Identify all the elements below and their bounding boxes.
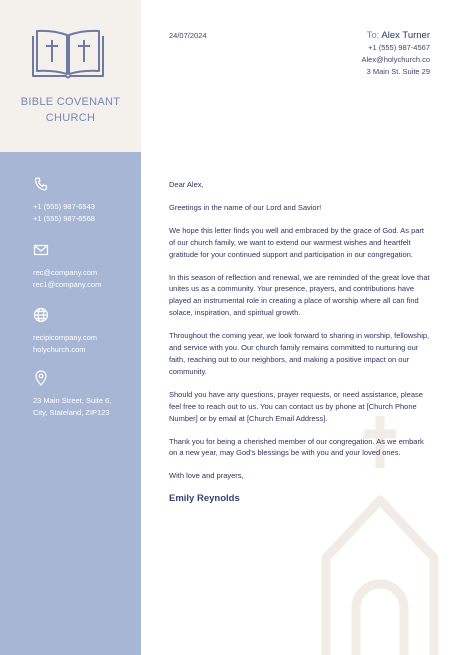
paragraph-1: Greetings in the name of our Lord and Savior! xyxy=(169,202,322,212)
sidebar-address-1: 23 Main Street, Suite 6, xyxy=(33,396,112,405)
paragraph-6: Thank you for being a cherished member of our congregation. As we embark on a new year, may God's blessings be with you and your loved ones. xyxy=(169,436,424,458)
sidebar-web-1: recipicompany.com xyxy=(33,333,98,342)
sidebar-phone-2: +1 (555) 987-6568 xyxy=(33,213,95,223)
recipient-email: Alex@holychurch.co xyxy=(361,55,430,64)
mail-icon xyxy=(33,242,49,258)
sidebar-web xyxy=(33,307,97,355)
sidebar-web-2: holychurch.com xyxy=(33,344,86,354)
sidebar-email-2: rec1@company.com xyxy=(33,279,102,289)
globe-icon xyxy=(33,307,49,323)
church-name xyxy=(0,94,141,126)
letter-body xyxy=(169,179,431,516)
recipient-phone: +1 (555) 987-4567 xyxy=(368,43,430,52)
paragraph-5: Should you have any questions, prayer requests, or need assistance, please feel free to reach out to us. You can contact us by phone at [Church Phone Number] or by email at [Church Email Address]. xyxy=(169,389,423,423)
recipient-address: 3 Main St. Suite 29 xyxy=(366,67,430,76)
closing: With love and prayers, xyxy=(169,471,244,481)
church-name-line2: CHURCH xyxy=(45,112,96,124)
recipient-name: Alex Turner xyxy=(381,30,430,41)
sidebar xyxy=(0,0,141,655)
salutation: Dear Alex, xyxy=(169,180,204,189)
sidebar-address-2: City, Stateland, ZIP123 xyxy=(33,407,110,417)
phone-icon xyxy=(33,176,49,192)
sidebar-phone-1: +1 (555) 987-6543 xyxy=(33,202,95,211)
recipient-block xyxy=(362,29,430,78)
church-name-line1: BIBLE COVENANT xyxy=(20,96,121,108)
to-label: To: xyxy=(366,30,380,41)
sidebar-address xyxy=(33,370,111,418)
signer-name: Emily Reynolds xyxy=(169,493,240,505)
location-pin-icon xyxy=(33,370,49,386)
recipient-to-line xyxy=(362,29,430,42)
sidebar-email-1: rec@company.com xyxy=(33,268,98,277)
sidebar-email xyxy=(33,242,101,290)
paragraph-4: Throughout the coming year, we look forward to sharing in worship, fellowship, and service with you. Our church family remains committed to nurturing our faith, reaching out to our neighbors, and making a positive impact on our community. xyxy=(169,331,430,376)
paragraph-2: We hope this letter finds you well and embraced by the grace of God. As part of our church family, we want to extend our warmest wishes and heartfelt gratitude for your continued support and participation in our congregation. xyxy=(169,225,425,259)
bible-logo-icon xyxy=(31,28,105,80)
paragraph-3: In this season of reflection and renewal, we are reminded of the great love that unites us as a community. Your presence, prayers, and contributions have played an instrumental role in creating a place of worship where all can find solace, inspiration, and spiritual growth. xyxy=(169,272,430,318)
sidebar-phone xyxy=(33,176,95,224)
letter-date: 24/07/2024 xyxy=(169,31,207,40)
brand-panel xyxy=(0,0,141,152)
